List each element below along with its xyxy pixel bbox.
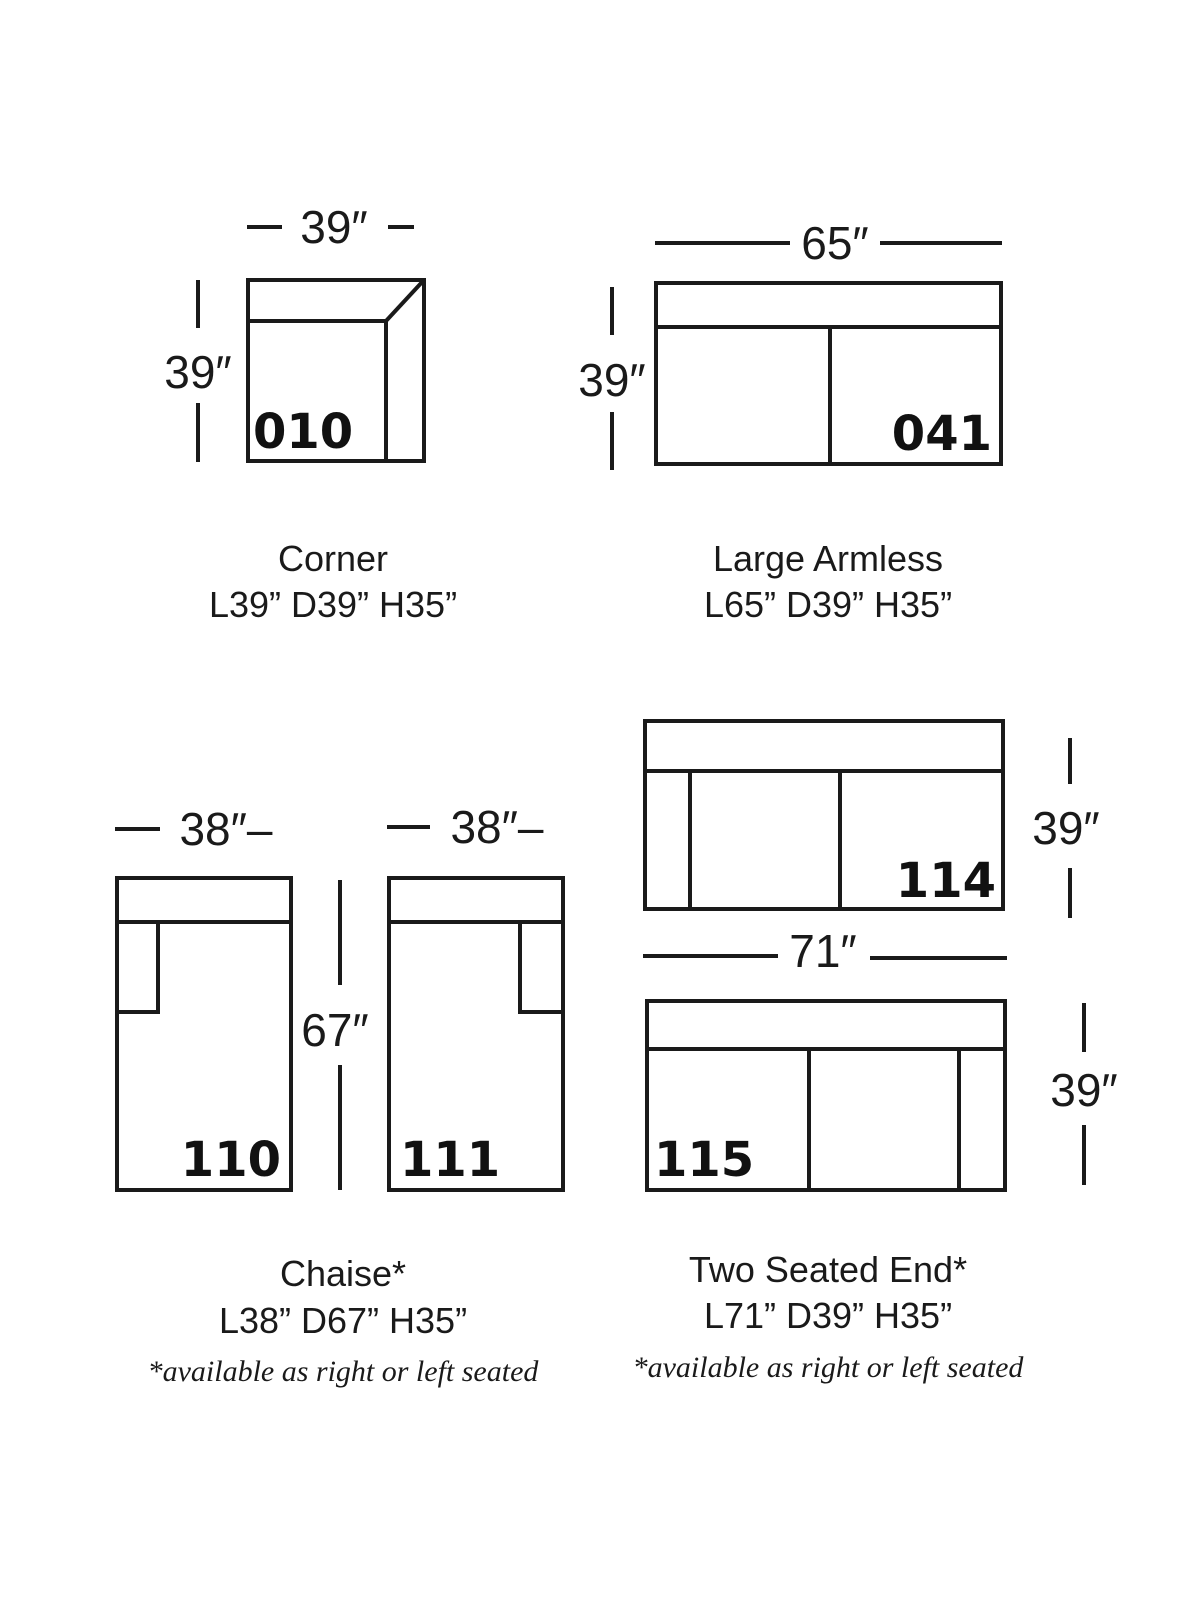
chaise-dims: L38” D67” H35” (218, 1300, 468, 1341)
chaise-code-110: 110 (180, 1132, 281, 1188)
chaise-code-111: 111 (400, 1132, 501, 1188)
two-seated-end-name: Two Seated End* (688, 1249, 968, 1290)
chaise-module (115, 801, 563, 1388)
two-seated-end-depth-label-top: 39″ (1032, 802, 1100, 854)
two-seated-end-note: *available as right or left seated (632, 1351, 1024, 1384)
two-seated-end-width-dim (643, 925, 1007, 977)
large-armless-code: 041 (891, 406, 992, 462)
two-seated-end-code-114: 114 (895, 853, 996, 909)
chaise-name: Chaise* (279, 1253, 407, 1294)
corner-name: Corner (277, 538, 389, 579)
two-seated-end-115-module (633, 1001, 1118, 1384)
two-seated-end-dims: L71” D39” H35” (703, 1295, 953, 1336)
corner-depth-label: 39″ (164, 346, 232, 398)
two-seated-end-width-label: 71″ (789, 925, 857, 977)
large-armless-depth-label: 39″ (578, 354, 646, 406)
large-armless-module (578, 217, 1002, 625)
chaise-length-label: 67″ (301, 1004, 369, 1056)
large-armless-width-label: 65″ (801, 217, 869, 269)
corner-module (164, 201, 457, 625)
two-seated-end-114-module (645, 721, 1100, 918)
corner-width-label: 39″ (300, 201, 368, 253)
chaise-width-label-left: 38″– (179, 803, 273, 855)
two-seated-end-code-115: 115 (654, 1132, 755, 1188)
corner-code: 010 (253, 404, 354, 460)
large-armless-dims: L65” D39” H35” (703, 584, 953, 625)
chaise-width-label-right: 38″– (450, 801, 544, 853)
two-seated-end-depth-label-bottom: 39″ (1050, 1064, 1118, 1116)
corner-dims: L39” D39” H35” (208, 584, 458, 625)
large-armless-name: Large Armless (712, 538, 944, 579)
chaise-note: *available as right or left seated (147, 1355, 539, 1388)
